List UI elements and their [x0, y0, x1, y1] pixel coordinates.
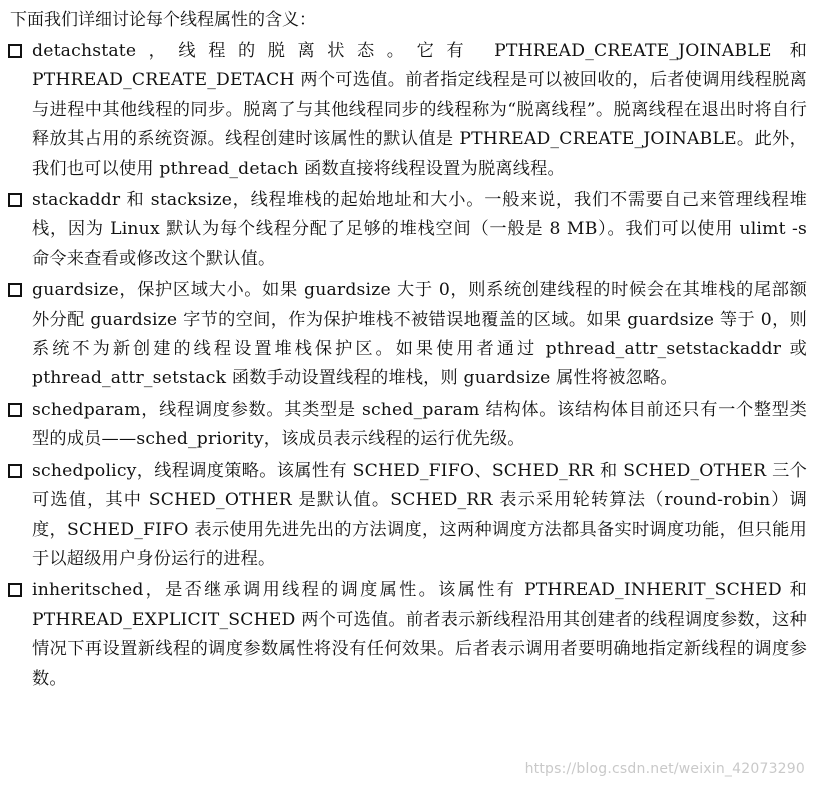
checkbox-bullet-icon — [8, 44, 22, 58]
attribute-item-inheritsched — [8, 576, 807, 694]
attribute-item-stackaddr-stacksize — [8, 186, 807, 274]
intro-heading: 下面我们详细讨论每个线程属性的含义： — [10, 10, 316, 30]
attribute-item-guardsize — [8, 276, 807, 394]
checkbox-bullet-icon — [8, 193, 22, 207]
checkbox-bullet-icon — [8, 403, 22, 417]
attribute-item-schedpolicy — [8, 457, 807, 575]
attribute-description: schedparam，线程调度参数。其类型是 sched_param 结构体。该结构体目前还只有一个整型类型的成员——sched_priority，该成员表示线程的运行优先级。 — [32, 399, 807, 450]
checkbox-bullet-icon — [8, 464, 22, 478]
checkbox-bullet-icon — [8, 283, 22, 297]
attribute-description: inheritsched，是否继承调用线程的调度属性。该属性有 PTHREAD_INHERIT_SCHED 和 PTHREAD_EXPLICIT_SCHED 两个可选值。前者表示新线程沿用其创建者的线程调度参数，这种情况下再设置新线程的调度参数属性将没有任何效果。后者表示调用者要明确地指定新线程的调度参数。 — [32, 580, 807, 689]
attribute-description: schedpolicy，线程调度策略。该属性有 SCHED_FIFO、SCHED_RR 和 SCHED_OTHER 三个可选值，其中 SCHED_OTHER 是默认值。SCHED_RR 表示采用轮转算法（round-robin）调度，SCHED_FIFO 表示使用先进先出的方法调度，这两种调度方法都具备实时调度功能，但只能用于以超级用户身份运行的进程。 — [32, 460, 807, 569]
attribute-description: guardsize，保护区域大小。如果 guardsize 大于 0，则系统创建线程的时候会在其堆栈的尾部额外分配 guardsize 字节的空间，作为保护堆栈不被错误地覆盖的区域。如果 guardsize 等于 0，则系统不为新创建的线程设置堆栈保护区。如果使用者通过 pthread_attr_setstackaddr 或 pthread_attr_setstack 函数手动设置线程的堆栈，则 guardsize 属性将被忽略。 — [32, 280, 807, 389]
attribute-description: detachstate，线程的脱离状态。它有 PTHREAD_CREATE_JOINABLE 和 PTHREAD_CREATE_DETACH 两个可选值。前者指定线程是可以被回收的，后者使调用线程脱离与进程中其他线程的同步。脱离了与其他线程同步的线程称为“脱离线程”。脱离线程在退出时将自行释放其占用的系统资源。线程创建时该属性的默认值是 PTHREAD_CREATE_JOINABLE。此外，我们也可以使用 pthread_detach 函数直接将线程设置为脱离线程。 — [32, 41, 807, 179]
attribute-description: stackaddr 和 stacksize，线程堆栈的起始地址和大小。一般来说，我们不需要自己来管理线程堆栈，因为 Linux 默认为每个线程分配了足够的堆栈空间（一般是 8 MB）。我们可以使用 ulimt -s 命令来查看或修改这个默认值。 — [32, 190, 807, 269]
checkbox-bullet-icon — [8, 583, 22, 597]
attribute-item-detachstate — [8, 37, 807, 184]
attribute-item-schedparam — [8, 396, 807, 455]
watermark: https://blog.csdn.net/weixin_42073290 — [524, 761, 805, 777]
